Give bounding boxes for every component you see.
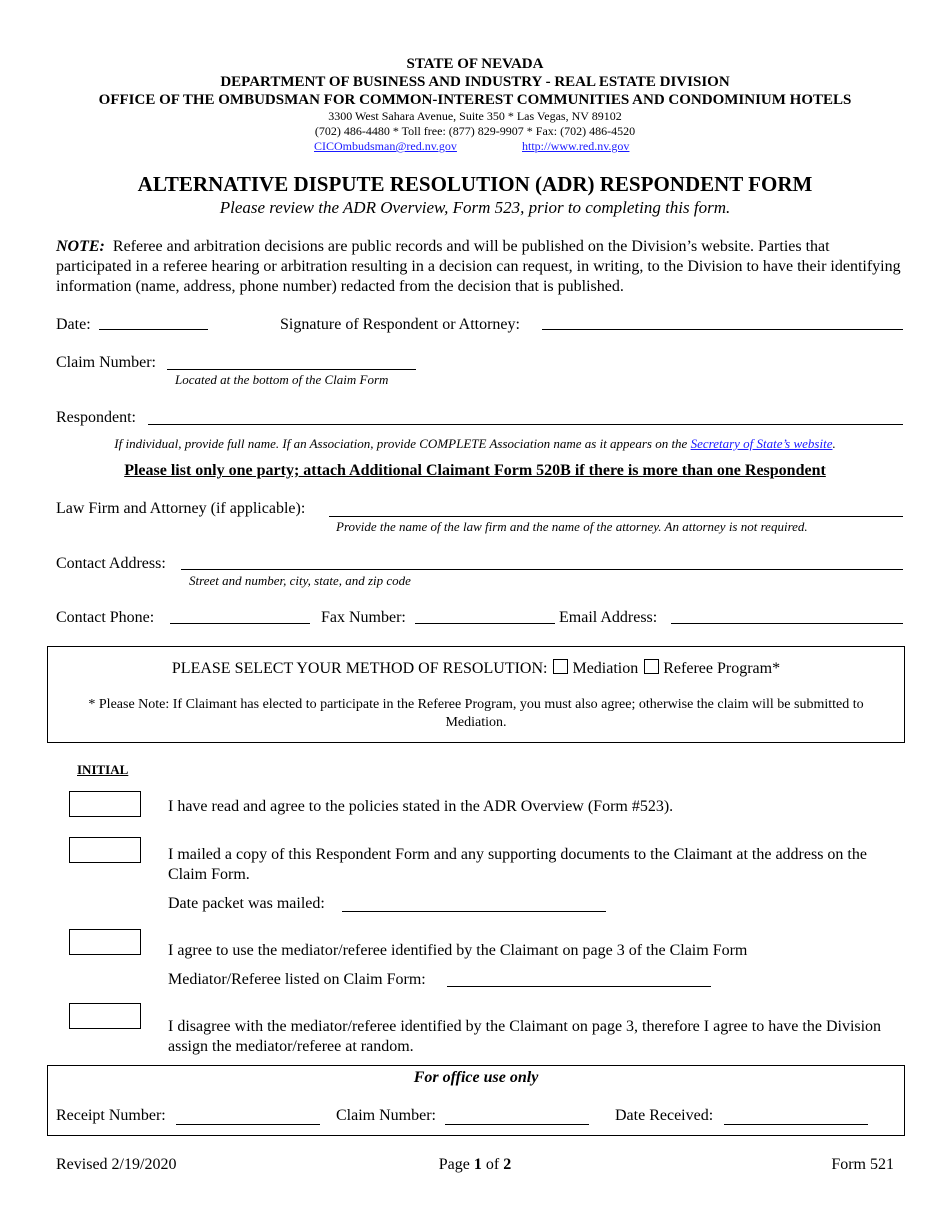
footer-of-word: of: [485, 1156, 500, 1173]
one-party-instruction: Please list only one party; attach Additional Claimant Form 520B if there is more than one Respondent: [124, 462, 826, 479]
signature-input-line[interactable]: [542, 329, 903, 330]
initial-box-4[interactable]: [69, 1003, 141, 1029]
header-state: STATE OF NEVADA: [406, 56, 544, 72]
date-received-label: Date Received:: [615, 1107, 714, 1124]
claim-number-label: Claim Number:: [56, 354, 156, 371]
date-received-input-line[interactable]: [724, 1124, 868, 1125]
secretary-of-state-link[interactable]: Secretary of State’s website: [690, 436, 833, 451]
receipt-number-label: Receipt Number:: [56, 1107, 166, 1124]
footer-form-number: Form 521: [831, 1156, 894, 1173]
contact-address-label: Contact Address:: [56, 555, 166, 572]
header-office: OFFICE OF THE OMBUDSMAN FOR COMMON-INTEREST COMMUNITIES AND CONDOMINIUM HOTELS: [98, 92, 852, 108]
header-phones: (702) 486-4480 * Toll free: (877) 829-9907 * Fax: (702) 486-4520: [314, 124, 636, 138]
date-mailed-label: Date packet was mailed:: [168, 895, 325, 912]
footer-page-number: [0, 1155, 950, 1175]
office-claim-number-input-line[interactable]: [445, 1124, 589, 1125]
fax-input-line[interactable]: [415, 623, 555, 624]
referee-program-label: Referee Program*: [663, 660, 781, 677]
date-input-line[interactable]: [99, 329, 208, 330]
contact-address-input-line[interactable]: [181, 569, 903, 570]
initial-box-1[interactable]: [69, 791, 141, 817]
date-mailed-input-line[interactable]: [342, 911, 606, 912]
mediation-label: Mediation: [572, 660, 639, 677]
respondent-hint-text: If individual, provide full name. If an Association, provide COMPLETE Association name as it appears on the: [114, 436, 688, 451]
initial-statement-2: I mailed a copy of this Respondent Form and any supporting documents to the Claimant at the address on the Claim Form.: [168, 846, 867, 883]
respondent-hint: If individual, provide full name. If an Association, provide COMPLETE Association name as it appears on the Secretary of State’s website.: [114, 436, 836, 451]
resolution-method-prompt: PLEASE SELECT YOUR METHOD OF RESOLUTION:: [171, 660, 548, 677]
form-title: ALTERNATIVE DISPUTE RESOLUTION (ADR) RESPONDENT FORM: [137, 172, 813, 196]
initial-statement-3: I agree to use the mediator/referee identified by the Claimant on page 3 of the Claim Form: [168, 942, 748, 959]
email-link[interactable]: CICOmbudsman@red.nv.gov: [314, 139, 457, 153]
claim-number-hint: Located at the bottom of the Claim Form: [175, 372, 389, 387]
footer-page-total: 2: [503, 1156, 512, 1173]
initial-box-2[interactable]: [69, 837, 141, 863]
law-firm-input-line[interactable]: [329, 516, 903, 517]
email-label: Email Address:: [559, 609, 658, 626]
referee-program-checkbox[interactable]: [644, 659, 659, 674]
note-text: Referee and arbitration decisions are public records and will be published on the Division’s website. Parties that participated in a referee hearing or arbitration resulting in a decision can request, in writing, to the Division to have their identifying information (name, address, phone number) redacted from the decision that is published.: [56, 238, 901, 295]
initial-statement-4: I disagree with the mediator/referee identified by the Claimant on page 3, therefore I agree to have the Division assign the mediator/referee at random.: [168, 1018, 882, 1055]
note-label: NOTE:: [56, 238, 105, 255]
contact-phone-label: Contact Phone:: [56, 609, 155, 626]
contact-address-hint: Street and number, city, state, and zip code: [189, 573, 411, 588]
website-link[interactable]: http://www.red.nv.gov: [522, 139, 630, 153]
form-subtitle: Please review the ADR Overview, Form 523, prior to completing this form.: [219, 198, 731, 217]
initial-statement-1: I have read and agree to the policies stated in the ADR Overview (Form #523).: [168, 798, 674, 815]
fax-label: Fax Number:: [321, 609, 406, 626]
initial-heading: INITIAL: [77, 762, 129, 777]
office-claim-number-label: Claim Number:: [336, 1107, 436, 1124]
initial-box-3[interactable]: [69, 929, 141, 955]
contact-phone-input-line[interactable]: [170, 623, 310, 624]
header-address: 3300 West Sahara Avenue, Suite 350 * Las Vegas, NV 89102: [328, 109, 622, 123]
email-input-line[interactable]: [671, 623, 903, 624]
respondent-input-line[interactable]: [148, 424, 903, 425]
office-use-title: For office use only: [413, 1069, 539, 1086]
date-label: Date:: [56, 316, 91, 333]
footer-page-word: Page: [438, 1156, 470, 1173]
respondent-label: Respondent:: [56, 409, 136, 426]
resolution-method-box: [47, 646, 905, 743]
receipt-number-input-line[interactable]: [176, 1124, 320, 1125]
footer-page-current: 1: [473, 1156, 482, 1173]
law-firm-hint: Provide the name of the law firm and the name of the attorney. An attorney is not required.: [336, 519, 808, 534]
office-use-box: [47, 1065, 905, 1136]
note-paragraph: [56, 237, 906, 297]
mediator-listed-input-line[interactable]: [447, 986, 711, 987]
claim-number-input-line[interactable]: [167, 369, 416, 370]
footer-revised: Revised 2/19/2020: [56, 1156, 177, 1173]
resolution-method-row: [48, 659, 904, 679]
header-department: DEPARTMENT OF BUSINESS AND INDUSTRY - REAL ESTATE DIVISION: [220, 74, 730, 90]
mediation-checkbox[interactable]: [553, 659, 568, 674]
law-firm-label: Law Firm and Attorney (if applicable):: [56, 500, 306, 517]
mediator-listed-label: Mediator/Referee listed on Claim Form:: [168, 971, 426, 988]
resolution-method-note: * Please Note: If Claimant has elected to participate in the Referee Program, you must also agree; otherwise the claim will be submitted to Mediation.: [88, 697, 864, 730]
signature-label: Signature of Respondent or Attorney:: [280, 316, 520, 333]
